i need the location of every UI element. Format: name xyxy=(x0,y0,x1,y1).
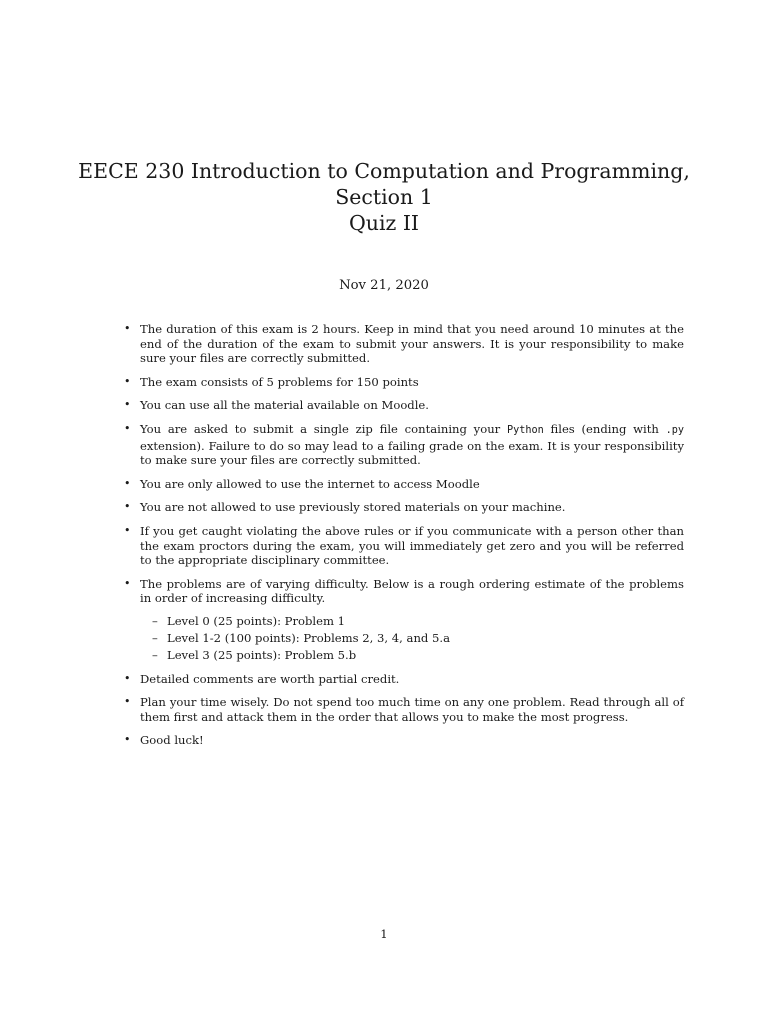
rule-text-part-1: You are asked to submit a single zip file containing your xyxy=(140,421,507,436)
page-number: 1 xyxy=(380,927,388,941)
bullet-icon: • xyxy=(124,523,131,537)
difficulty-level-item xyxy=(140,631,684,646)
bullet-icon: • xyxy=(124,671,131,685)
quiz-title: Quiz II xyxy=(348,211,420,235)
rule-problems-count xyxy=(124,375,684,390)
dash-icon: – xyxy=(152,631,158,645)
rule-violations xyxy=(124,524,684,568)
difficulty-level-item xyxy=(140,614,684,629)
rule-difficulty xyxy=(124,577,684,663)
rule-materials xyxy=(124,398,684,413)
rule-text: Detailed comments are worth partial credit. xyxy=(140,671,400,686)
level-text: Level 3 (25 points): Problem 5.b xyxy=(167,648,357,663)
rule-text: If you get caught violating the above rules or if you communicate with a person other than the exam proctors during the exam, you will immediately get zero and you will be referred to the appropriate disciplinary committee. xyxy=(140,523,684,568)
rule-submission xyxy=(124,422,684,468)
bullet-icon: • xyxy=(124,733,131,747)
rule-internet xyxy=(124,477,684,492)
rule-text: You are only allowed to use the internet to access Moodle xyxy=(140,476,480,491)
course-title-line-1: EECE 230 Introduction to Computation and Programming, xyxy=(78,159,690,183)
rule-text: You are not allowed to use previously stored materials on your machine. xyxy=(140,500,566,515)
bullet-icon: • xyxy=(124,398,131,412)
difficulty-level-item xyxy=(140,648,684,663)
rule-duration xyxy=(124,322,684,366)
exam-date: Nov 21, 2020 xyxy=(339,278,429,293)
rule-text: The exam consists of 5 problems for 150 points xyxy=(140,374,419,389)
bullet-icon: • xyxy=(124,322,131,335)
bullet-icon: • xyxy=(124,374,131,388)
rule-good-luck xyxy=(124,733,684,748)
rule-stored-materials xyxy=(124,500,684,515)
level-text: Level 1-2 (100 points): Problems 2, 3, 4, and 5.a xyxy=(167,631,450,645)
rule-text: The problems are of varying difficulty. Below is a rough ordering estimate of the problems in order of increasing difficulty. xyxy=(140,576,684,606)
bullet-icon: • xyxy=(124,500,131,514)
dash-icon: – xyxy=(152,648,158,663)
rule-time-planning xyxy=(124,695,684,724)
py-extension-code: .py xyxy=(665,424,685,436)
exam-rules-list xyxy=(124,322,684,757)
title-block xyxy=(0,158,768,236)
bullet-icon: • xyxy=(124,576,131,590)
rule-text: The duration of this exam is 2 hours. Keep in mind that you need around 10 minutes at the end of the duration of the exam to submit your answers. It is your responsibility to make sure your files are correctly submitted. xyxy=(140,322,684,366)
rule-comments xyxy=(124,672,684,687)
bullet-icon: • xyxy=(124,695,131,709)
bullet-icon: • xyxy=(124,421,131,435)
difficulty-levels-list xyxy=(140,614,684,663)
level-text: Level 0 (25 points): Problem 1 xyxy=(167,613,346,628)
bullet-icon: • xyxy=(124,476,131,490)
dash-icon: – xyxy=(152,613,158,628)
section-title: Section 1 xyxy=(335,185,433,209)
rule-text: Good luck! xyxy=(140,733,204,748)
python-code-label: Python xyxy=(506,424,544,436)
rule-text: You can use all the material available on Moodle. xyxy=(140,398,429,413)
rule-text: Plan your time wisely. Do not spend too much time on any one problem. Read through all of them first and attack them in the order that allows you to make the most progress. xyxy=(140,695,684,724)
rule-text-part-3: extension). Failure to do so may lead to a failing grade on the exam. It is your responsibility to make sure your files are correctly submitted. xyxy=(140,438,684,468)
rule-text-part-2: files (ending with xyxy=(543,421,666,436)
